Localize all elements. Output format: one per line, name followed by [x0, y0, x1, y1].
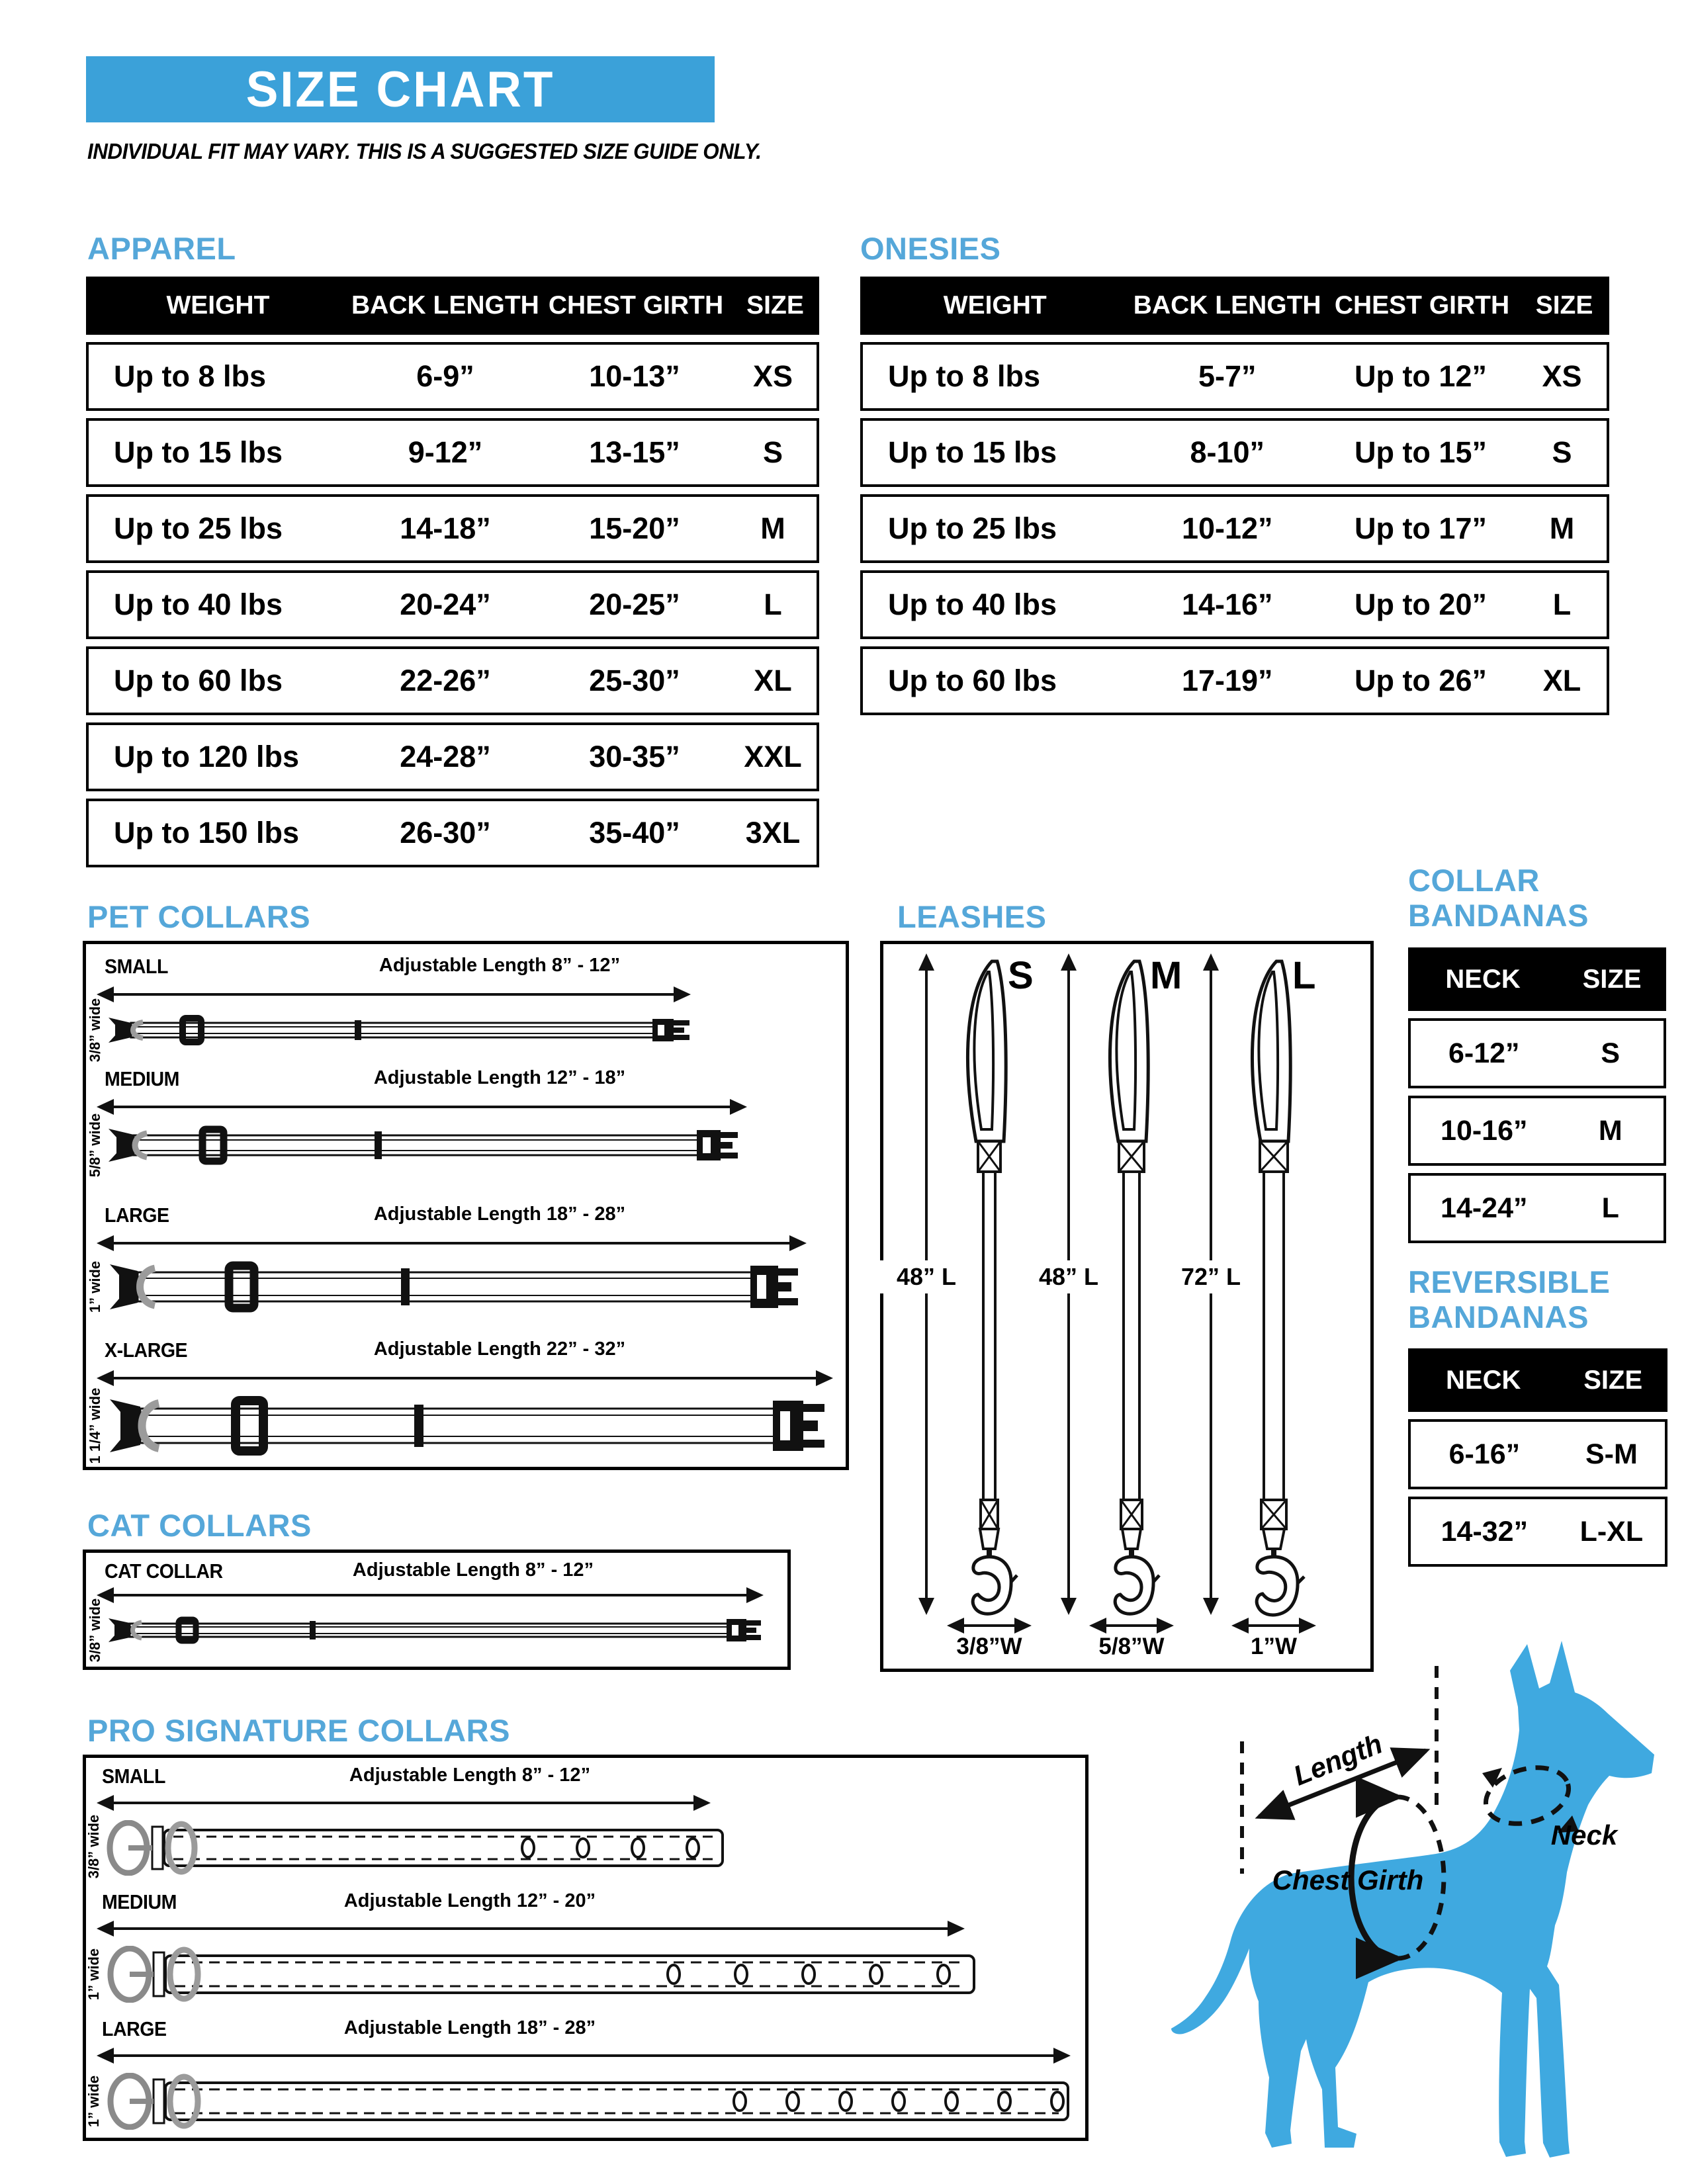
collar-length-label: Adjustable Length 18” - 28”	[373, 1203, 626, 1225]
onesies-heading: ONESIES	[860, 231, 1001, 266]
collar-graphic	[105, 1612, 773, 1648]
cat-collars-heading: CAT COLLARS	[87, 1508, 312, 1543]
cell: 24-28”	[400, 740, 491, 773]
leash-size-label: L	[1292, 954, 1316, 997]
col-header: NECK	[1446, 1365, 1521, 1395]
collar-graphic	[105, 1124, 750, 1166]
leash-graphic	[1234, 957, 1313, 1619]
cat-collars-box	[83, 1550, 791, 1670]
dog-length-label: Length	[1289, 1727, 1387, 1792]
dog-neck-label: Neck	[1550, 1819, 1618, 1851]
collar-width-label: 3/8” wide	[87, 1598, 103, 1663]
cell: 6-16”	[1448, 1438, 1521, 1470]
leash-width-label: 1”W	[1251, 1634, 1297, 1659]
cell: 14-16”	[1181, 588, 1273, 621]
collar-bandanas-heading: COLLAR BANDANAS	[1408, 863, 1589, 933]
disclaimer-text: INDIVIDUAL FIT MAY VARY. THIS IS A SUGGESTED SIZE GUIDE ONLY.	[87, 139, 762, 163]
table-row	[1408, 1497, 1667, 1567]
cell: Up to 60 lbs	[114, 664, 283, 697]
collar-length-label: Adjustable Length 22” - 32”	[373, 1338, 626, 1360]
cell: Up to 60 lbs	[888, 664, 1057, 697]
col-header: SIZE	[1583, 1365, 1643, 1395]
col-header: BACK LENGTH	[1133, 291, 1321, 320]
page-title: SIZE CHART	[245, 61, 555, 118]
col-header: CHEST GIRTH	[548, 291, 724, 320]
pro-collar-graphic	[105, 2073, 1079, 2130]
cell: 14-18”	[400, 511, 491, 545]
cell: S	[1552, 435, 1572, 469]
dog-measure-diagram	[1125, 1614, 1688, 2184]
cell: 15-20”	[589, 511, 680, 545]
table-row	[1408, 1173, 1666, 1243]
bandana-table-header	[1408, 1348, 1667, 1412]
collar-width-label: 5/8” wide	[87, 1113, 103, 1178]
cell: L	[1552, 588, 1572, 621]
leash-length-label: 48” L	[1022, 1260, 1115, 1293]
pet-collars-heading: PET COLLARS	[87, 899, 311, 934]
table-row	[86, 646, 819, 715]
leash-width-label: 5/8”W	[1098, 1634, 1165, 1659]
collar-length-label: Adjustable Length 8” - 12”	[378, 955, 621, 976]
cell: 20-25”	[589, 588, 680, 621]
cell: XL	[1542, 664, 1581, 697]
col-header: CHEST GIRTH	[1334, 291, 1510, 320]
collar-size-label: LARGE	[102, 2017, 167, 2040]
title-bar	[86, 56, 715, 122]
table-row	[1408, 1018, 1666, 1088]
col-header: BACK LENGTH	[351, 291, 539, 320]
apparel-table-header	[86, 277, 819, 335]
collar-size-label: MEDIUM	[102, 1890, 177, 1913]
reversible-bandanas-heading: REVERSIBLE BANDANAS	[1408, 1264, 1611, 1334]
collar-width-label: 1” wide	[85, 1948, 102, 2001]
table-row	[860, 646, 1609, 715]
pro-collar-graphic	[105, 1946, 985, 2003]
cell: Up to 15 lbs	[888, 435, 1057, 469]
dog-chest-girth-label: Chest Girth	[1272, 1864, 1424, 1896]
leashes-box	[880, 941, 1374, 1672]
collar-size-label: CAT COLLAR	[105, 1559, 223, 1583]
cell: Up to 8 lbs	[114, 359, 267, 393]
cell: M	[1598, 1114, 1622, 1147]
cell: 35-40”	[589, 816, 680, 850]
pet-collars-box	[83, 941, 849, 1470]
collar-bandanas-table	[1408, 947, 1666, 1243]
table-row	[86, 799, 819, 867]
cell: M	[1549, 511, 1575, 545]
collar-graphic	[105, 1395, 836, 1456]
table-row	[86, 342, 819, 411]
cell: 6-12”	[1448, 1037, 1520, 1069]
apparel-table	[86, 277, 819, 867]
cell: XS	[752, 359, 793, 393]
cell: 6-9”	[416, 359, 474, 393]
cell: Up to 120 lbs	[114, 740, 300, 773]
leash-size-label: M	[1150, 954, 1182, 997]
cell: Up to 8 lbs	[888, 359, 1041, 393]
cell: Up to 25 lbs	[114, 511, 283, 545]
cell: Up to 15”	[1354, 435, 1487, 469]
cell: L	[764, 588, 782, 621]
table-row	[860, 418, 1609, 487]
cell: XXL	[744, 740, 802, 773]
cell: Up to 25 lbs	[888, 511, 1057, 545]
cell: Up to 20”	[1354, 588, 1487, 621]
collar-width-label: 1 1/4” wide	[87, 1387, 103, 1464]
cell: XL	[754, 664, 792, 697]
col-header: WEIGHT	[166, 291, 270, 320]
apparel-heading: APPAREL	[87, 231, 236, 266]
length-arrow	[112, 993, 675, 996]
cell: Up to 17”	[1354, 511, 1487, 545]
collar-length-label: Adjustable Length 18” - 28”	[343, 2017, 596, 2038]
cell: Up to 15 lbs	[114, 435, 283, 469]
cell: 17-19”	[1181, 664, 1273, 697]
collar-size-label: SMALL	[102, 1765, 165, 1788]
onesies-table-header	[860, 277, 1609, 335]
collar-length-label: Adjustable Length 12” - 20”	[343, 1890, 596, 1911]
cell: 5-7”	[1198, 359, 1257, 393]
col-header: WEIGHT	[943, 291, 1047, 320]
length-arrow	[112, 1927, 949, 1930]
cell: XS	[1542, 359, 1582, 393]
cell: 30-35”	[589, 740, 680, 773]
cell: 14-32”	[1441, 1515, 1529, 1548]
collar-size-label: MEDIUM	[105, 1067, 179, 1090]
table-row	[1408, 1419, 1667, 1489]
table-row	[860, 494, 1609, 563]
table-row	[860, 342, 1609, 411]
collar-length-label: Adjustable Length 8” - 12”	[349, 1765, 591, 1786]
cell: Up to 12”	[1354, 359, 1487, 393]
leashes-heading: LEASHES	[897, 899, 1047, 934]
cell: 14-24”	[1441, 1192, 1528, 1224]
pro-collar-graphic	[105, 1820, 733, 1876]
length-arrow	[112, 2054, 1055, 2057]
cell: S	[1601, 1037, 1621, 1069]
pro-collars-box	[83, 1755, 1088, 2141]
leash-length-label: 48” L	[880, 1260, 973, 1293]
table-row	[86, 494, 819, 563]
table-row	[86, 418, 819, 487]
collar-size-label: SMALL	[105, 955, 168, 978]
cell: 9-12”	[408, 435, 483, 469]
collar-size-label: X-LARGE	[105, 1338, 188, 1362]
cell: S-M	[1585, 1438, 1638, 1470]
cell: 22-26”	[400, 664, 491, 697]
cell: 3XL	[745, 816, 801, 850]
dog-silhouette	[1171, 1641, 1654, 2158]
cell: 20-24”	[400, 588, 491, 621]
cell: 8-10”	[1190, 435, 1265, 469]
bandana-table-header	[1408, 947, 1666, 1011]
pro-collars-heading: PRO SIGNATURE COLLARS	[87, 1713, 510, 1748]
length-arrow	[112, 1802, 695, 1804]
collar-width-label: 1” wide	[87, 1260, 103, 1313]
cell: Up to 26”	[1354, 664, 1487, 697]
cell: 26-30”	[400, 816, 491, 850]
table-row	[86, 570, 819, 639]
leash-width-label: 3/8”W	[956, 1634, 1022, 1659]
leash-width-arrow	[963, 1624, 1016, 1627]
collar-length-label: Adjustable Length 8” - 12”	[352, 1559, 594, 1581]
table-row	[1408, 1096, 1666, 1166]
length-arrow	[112, 1594, 748, 1596]
cell: Up to 40 lbs	[888, 588, 1057, 621]
collar-width-label: 3/8” wide	[85, 1814, 102, 1879]
cell: 10-12”	[1181, 511, 1273, 545]
collar-graphic	[105, 1012, 700, 1049]
cell: M	[760, 511, 785, 545]
table-row	[86, 722, 819, 791]
collar-graphic	[105, 1260, 809, 1313]
cell: L-XL	[1579, 1515, 1644, 1548]
col-header: SIZE	[746, 291, 804, 320]
length-arrow	[112, 1377, 817, 1379]
collar-width-label: 3/8” wide	[87, 998, 103, 1063]
cell: 10-16”	[1441, 1114, 1528, 1147]
col-header: SIZE	[1582, 964, 1642, 994]
leash-graphic	[1092, 957, 1171, 1619]
cell: 25-30”	[589, 664, 680, 697]
cell: Up to 40 lbs	[114, 588, 283, 621]
collar-width-label: 1” wide	[85, 2075, 102, 2128]
cell: 10-13”	[589, 359, 680, 393]
onesies-table	[860, 277, 1609, 715]
length-arrow	[112, 1242, 791, 1245]
cell: 13-15”	[589, 435, 680, 469]
cell: Up to 150 lbs	[114, 816, 300, 850]
length-arrow	[112, 1106, 731, 1108]
collar-length-label: Adjustable Length 12” - 18”	[373, 1067, 626, 1088]
table-row	[860, 570, 1609, 639]
leash-length-label: 72” L	[1165, 1260, 1257, 1293]
leash-size-label: S	[1008, 954, 1034, 997]
leash-graphic	[950, 957, 1029, 1619]
cell: S	[762, 435, 783, 469]
collar-size-label: LARGE	[105, 1203, 169, 1227]
cell: L	[1601, 1192, 1619, 1224]
col-header: NECK	[1445, 964, 1521, 994]
col-header: SIZE	[1535, 291, 1593, 320]
reversible-bandanas-table	[1408, 1348, 1667, 1567]
